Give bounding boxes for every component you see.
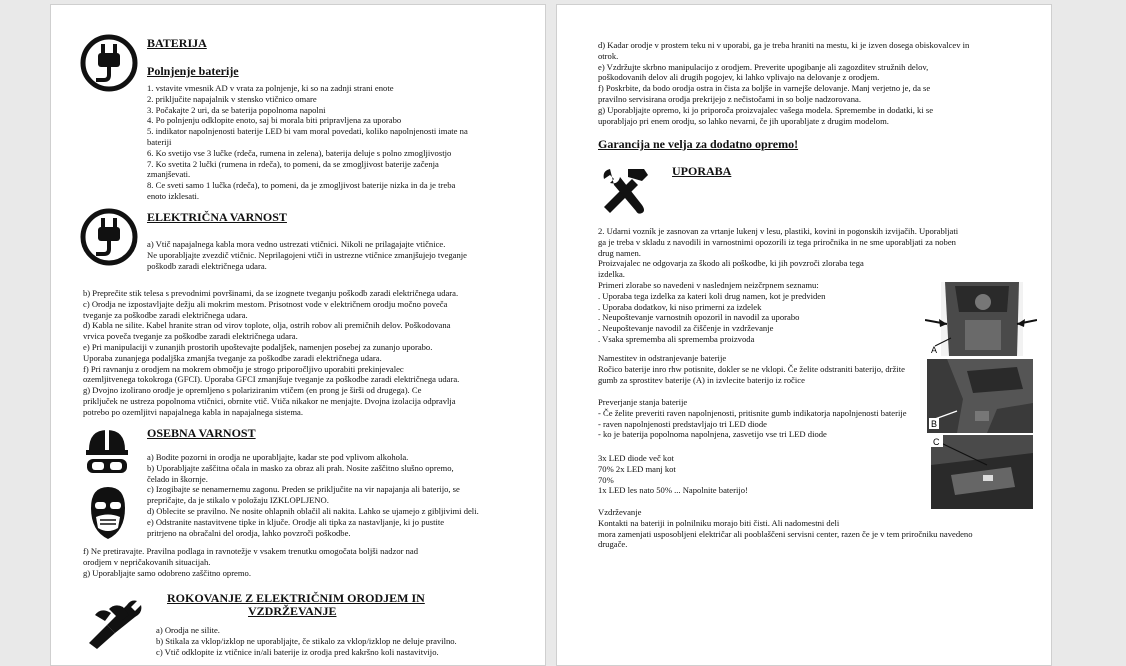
paragraph-line: drug namen.	[598, 247, 641, 258]
paragraph-line: e) Pri manipulaciji v zunanjih prostorih upoštevajte podaljšek, namenjen posebej za zunanjo uporabo.	[83, 342, 433, 352]
figure-label-c: C	[933, 437, 940, 447]
paragraph-line: vrvica poveča tveganje za poškodbe zaradi električnega udara.	[83, 331, 298, 342]
power-plug-icon	[80, 34, 138, 92]
list-item: 3x LED diode več kot	[598, 453, 674, 463]
paragraph-line: Preverjanje stanja baterije	[598, 397, 688, 407]
list-item: 70%	[598, 474, 614, 485]
list-item: poškodovanih delov ali drugih pogojev, ki lahko vplivajo na delovanje z orodjem.	[598, 72, 880, 83]
list-item: čelado in škornje.	[147, 473, 208, 484]
list-item: bateriji	[147, 137, 172, 147]
usage-heading: UPORABA	[672, 164, 732, 178]
list-item: e) Odstranite nastavitvene tipke in ključe. Orodje ali tipka za nastavljanje, ki jo pustite	[147, 516, 445, 527]
list-item: zmanjševati.	[147, 169, 191, 180]
list-item: f) Poskrbite, da bodo orodja ostra in čista za boljše in varnejše delovanje. Manj verjetno je, da se	[598, 83, 931, 94]
list-item: b) Stikala za vklop/izklop ne uporabljajte, če stikalo za vklop/izklop ne deluje pravilno.	[156, 635, 457, 646]
power-plug-icon	[80, 208, 138, 266]
list-item: 6. Ko svetijo vse 3 lučke (rdeča, rumena in zelena), baterija deluje s polno zmogljivostjo	[147, 147, 452, 158]
paragraph-line: Vzdrževanje	[598, 507, 642, 517]
figure-battery-indicator	[927, 359, 1033, 433]
paragraph-line: izdelka.	[598, 269, 625, 280]
paragraph-line: f) Pri ravnanju z orodjem na mokrem območju je strogo priporočljivo uporabiti prekinjevalec	[83, 363, 404, 374]
list-item: b) Uporabljajte zaščitna očala in masko za obraz ali prah. Nosite zaščitno slušno opremo,	[147, 462, 454, 473]
paragraph-line: b) Preprečite stik telesa s prevodnimi površinami, da se izognete tveganju poškodb zaradi električnega udara.	[83, 288, 459, 298]
list-item: pravilno servisirana orodja prekrijejo z nečistočami in so bolje nadzorovana.	[598, 94, 861, 104]
paragraph-line: Primeri zlorabe so navedeni v naslednjem neizčrpnem seznamu:	[598, 280, 819, 290]
wrench-hand-icon	[85, 595, 143, 651]
safety-helmet-goggles-icon	[83, 426, 131, 480]
list-item: pritrjeno na obračalni del orodja, lahko povzroči poškodbe.	[147, 527, 351, 538]
list-item: 2. priključite napajalnik v stensko vtičnico omare	[147, 93, 317, 104]
paragraph-line: potrebo po ozemljitvi napajalnega kabla in napajalnega sistema.	[83, 406, 304, 417]
list-item: c) Vtič odklopite iz vtičnice in/ali baterije iz orodja pred kakršno koli nastavitvijo.	[156, 646, 439, 657]
list-item: 5. indikator napolnjenosti baterije LED bi vam moral povedati, koliko napolnjenosti imate na	[147, 126, 468, 137]
figure-battery-release	[925, 282, 1037, 356]
paragraph-line: d) Kabla ne silite. Kabel hranite stran od virov toplote, olja, ostrih robov ali premičnih delov. Poškodovana	[83, 320, 451, 331]
list-item: 70% 2x LED manj kot	[598, 463, 676, 474]
paragraph-line: gumb za sprostitev baterije (A) in izvlecite baterijo iz ročice	[598, 374, 805, 385]
paragraph-line: Ročico baterije inro rhw potisnite, dokler se ne vklopi. Če želite odstraniti baterijo, držite	[598, 363, 905, 374]
paragraph-line: Kontakti na bateriji in polnilniku morajo biti čisti. Ali nadomestni deli	[598, 517, 840, 528]
list-item: d) Oblecite se pravilno. Ne nosite ohlapnih oblačil ali nakita. Lahko se ujamejo z gibljivimi deli.	[147, 506, 479, 516]
paragraph-line: Ne uporabljajte zvezdič vtičnic. Neprilagojeni vtiči in ustrezne vtičnice zmanjšujejo tveganje	[147, 249, 467, 260]
list-item: e) Vzdržujte skrbno manipulacijo z orodjem. Preverite upogibanje ali zagozditev stružnih delov,	[598, 61, 929, 72]
document-page-left	[50, 4, 546, 666]
paragraph-line: mora zamenjati usposobljeni električar ali pooblaščeni servisni center, razen če je v tem priročniku navedeno	[598, 528, 973, 539]
face-mask-icon	[85, 484, 131, 542]
paragraph-line: ozemljitvenega tokokroga (GFCI). Uporaba GFCI zmanjšuje tveganje za poškodbe zaradi električnega udara.	[83, 374, 460, 385]
list-item: - Če želite preveriti raven napolnjenosti, pritisnite gumb indikatorja napolnjenosti baterije	[598, 407, 907, 418]
paragraph-line: g) Dvojno izolirano orodje je opremljeno s polariziranim vtičem (en prong je širši od drugega). Ce	[83, 385, 422, 396]
list-item: g) Uporabljajte opremo, ki jo priporoča proizvajalec vašega modela. Spremembe in dodatki, ki se	[598, 104, 934, 115]
list-item: g) Uporabljajte samo odobreno zaščitno opremo.	[83, 567, 252, 578]
figure-label-b: B	[931, 419, 938, 429]
list-item: f) Ne pretiravajte. Pravilna podlaga in ravnotežje v vsakem trenutku omogočata boljši nadzor nad	[83, 546, 419, 556]
figure-battery-leds	[931, 435, 1033, 509]
paragraph-line: c) Orodja ne izpostavljajte dežju ali mokrim mestom. Prisotnost vode v električnem orodju močno poveča	[83, 298, 448, 309]
paragraph-line: Namestitev in odstranjevanje baterije	[598, 353, 727, 363]
list-item: - raven napolnjenosti predstavljajo tri LED diode	[598, 418, 767, 429]
battery-heading: BATERIJA	[147, 36, 207, 50]
list-item: 1x LED les nato 50% ... Napolnite baterijo!	[598, 485, 748, 496]
document-page-right	[556, 4, 1052, 666]
list-item: . Neupoštevanje varnostnih opozoril in navodil za uporabo	[598, 312, 800, 323]
paragraph-line: Uporaba zunanjega podaljška zmanjša tveganje za poškodbe zaradi električnega udara.	[83, 352, 382, 363]
electric-safety-heading: ELEKTRIČNA VARNOST	[147, 210, 287, 224]
list-item: orodjem v nepričakovanih situacijah.	[83, 556, 211, 567]
list-item: 8. Ce sveti samo 1 lučka (rdeča), to pomeni, da je zmogljivost baterije nizka in da je treba	[147, 180, 456, 191]
figure-label-a: A	[931, 345, 938, 355]
paragraph-line: Proizvajalec ne odgovarja za škodo ali poškodbe, ki jih povzroči zloraba tega	[598, 258, 864, 269]
charging-heading: Polnjenje baterije	[147, 64, 239, 78]
list-item: . Neupoštevanje navodil za čiščenje in vzdrževanje	[598, 323, 774, 334]
list-item: otrok.	[598, 50, 619, 61]
list-item: 7. Ko svetita 2 lučki (rumena in rdeča), to pomeni, da se zmogljivost baterije začenja	[147, 158, 439, 169]
list-item: a) Orodja ne silite.	[156, 625, 220, 635]
paragraph-line: a) Vtič napajalnega kabla mora vedno ustrezati vtičnici. Nikoli ne prilagajajte vtičnice.	[147, 239, 446, 249]
list-item: 1. vstavite vmesnik AD v vrata za polnjenje, ki so na zadnji strani enote	[147, 83, 394, 93]
list-item: d) Kadar orodje v prostem teku ni v uporabi, ga je treba hraniti na mestu, ki je izven dosega obiskovalcev in	[598, 40, 970, 50]
handling-heading-line1: ROKOVANJE Z ELEKTRIČNIM ORODJEM IN	[167, 591, 425, 605]
list-item: uporabljajo pri enem orodju, so lahko nevarni, če jih uporabljate z drugim modelom.	[598, 115, 889, 126]
list-item: a) Bodite pozorni in orodja ne uporabljajte, kadar ste pod vplivom alkohola.	[147, 452, 409, 462]
list-item: . Uporaba dodatkov, ki niso primerni za izdelek	[598, 301, 762, 312]
list-item: enoto izklesati.	[147, 191, 200, 201]
paragraph-line: poškodb zaradi električnega udara.	[147, 260, 267, 271]
paragraph-line: ga je treba v skladu z navodili in varnostnimi opozorili iz tega priročnika in ne sme uporabljati za noben	[598, 236, 956, 247]
list-item: 4. Po polnjenju odklopite enoto, saj bi morala biti pripravljena za uporabo	[147, 115, 402, 126]
warranty-heading: Garancija ne velja za dodatno opremo!	[598, 137, 799, 151]
tools-hammer-wrench-icon	[598, 163, 652, 217]
list-item: prepričajte, da je stikalo v položaju IZKLOPLJENO.	[147, 495, 329, 506]
list-item: . Uporaba tega izdelka za kateri koli drug namen, kot je predviden	[598, 290, 826, 301]
personal-safety-heading: OSEBNA VARNOST	[147, 426, 256, 440]
paragraph-line: priključek ne ustreza popolnoma vtičnici, obrnite vtič. Vtiča nikakor ne menjajte. Dvojna izolacija odpravlja	[83, 396, 456, 406]
paragraph-line: 2. Udarni vozník je zasnovan za vrtanje lukenj v lesu, plastiki, kovini in pogonskih izvijačih. Uporabljati	[598, 226, 959, 236]
list-item: 3. Počakajte 2 uri, da se baterija popolnoma napolni	[147, 104, 326, 115]
list-item: c) Izogibajte se nenamernemu zagonu. Preden se priključite na vir napajanja ali baterijo, se	[147, 484, 460, 495]
paragraph-line: drugače.	[598, 539, 628, 550]
list-item: - ko je baterija popolnoma napolnjena, zasvetijo vse tri LED diode	[598, 429, 827, 440]
list-item: . Vsaka sprememba ali sprememba proizvoda	[598, 334, 755, 344]
handling-heading-line2: VZDRŽEVANJE	[248, 604, 337, 618]
paragraph-line: tveganje za poškodbe zaradi električnega udara.	[83, 309, 248, 320]
